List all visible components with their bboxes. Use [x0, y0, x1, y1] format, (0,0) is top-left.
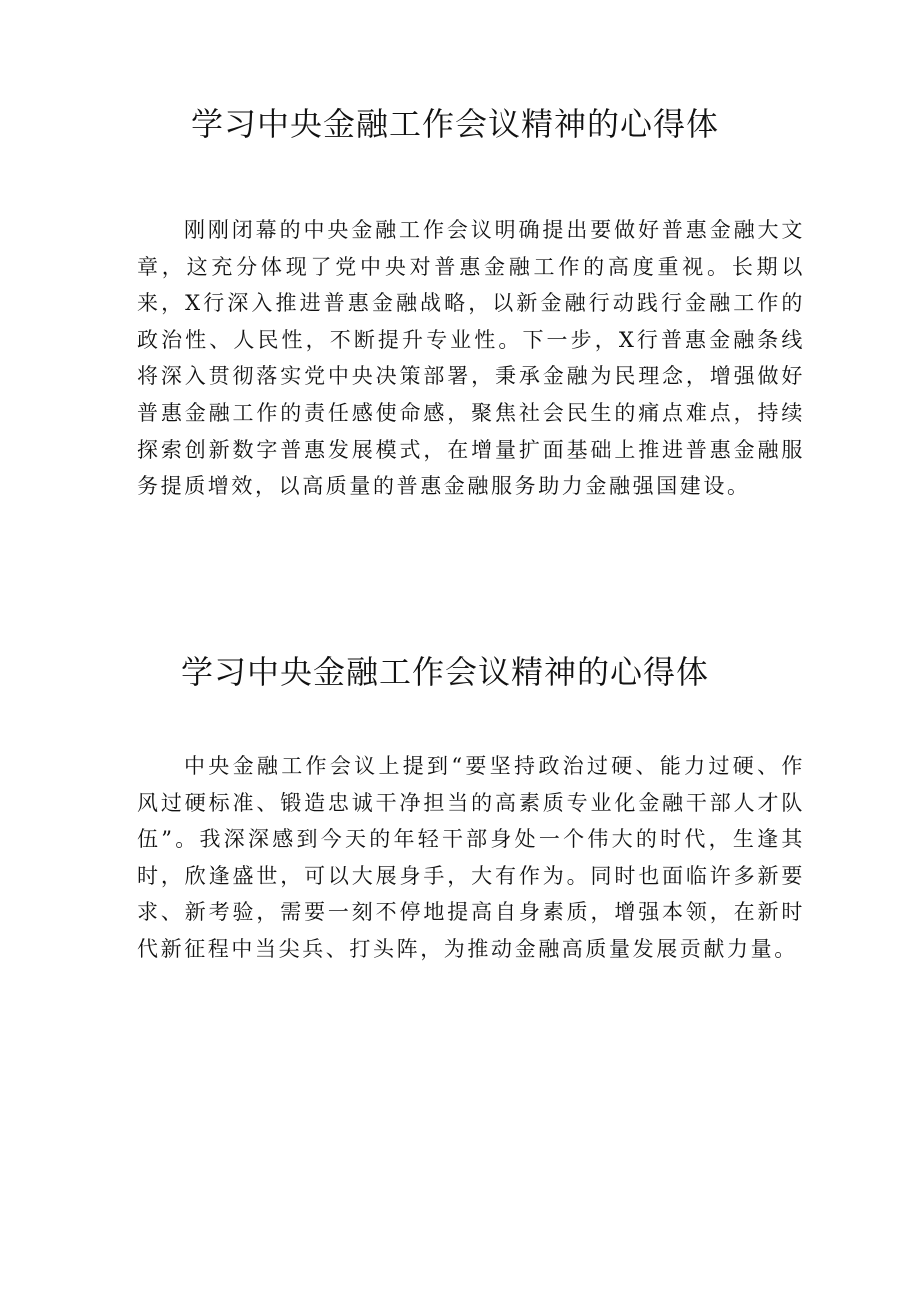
section-2-title: 学习中央金融工作会议精神的心得体 [181, 653, 710, 691]
section-1-paragraph: 刚刚闭幕的中央金融工作会议明确提出要做好普惠金融大文章，这充分体现了党中央对普惠金融工作的高度重视。长期以来，X行深入推进普惠金融战略，以新金融行动践行金融工作的政治性、人民性，不断提升专业性。下一步，X行普惠金融条线将深入贯彻落实党中央决策部署，秉承金融为民理念，增强做好普惠金融工作的责任感使命感，聚焦社会民生的痛点难点，持续探索创新数字普惠发展模式，在增量扩面基础上推进普惠金融服务提质增效，以高质量的普惠金融服务助力金融强国建设。 [137, 218, 805, 499]
section-2-paragraph: 中央金融工作会议上提到“要坚持政治过硬、能力过硬、作风过硬标准、锻造忠诚干净担当的高素质专业化金融干部人才队伍”。我深深感到今天的年轻干部身处一个伟大的时代，生逢其时，欣逢盛世，可以大展身手，大有作为。同时也面临许多新要求、新考验，需要一刻不停地提高自身素质，增强本领，在新时代新征程中当尖兵、打头阵，为推动金融高质量发展贡献力量。 [137, 754, 805, 961]
section-1-title: 学习中央金融工作会议精神的心得体 [191, 105, 720, 143]
